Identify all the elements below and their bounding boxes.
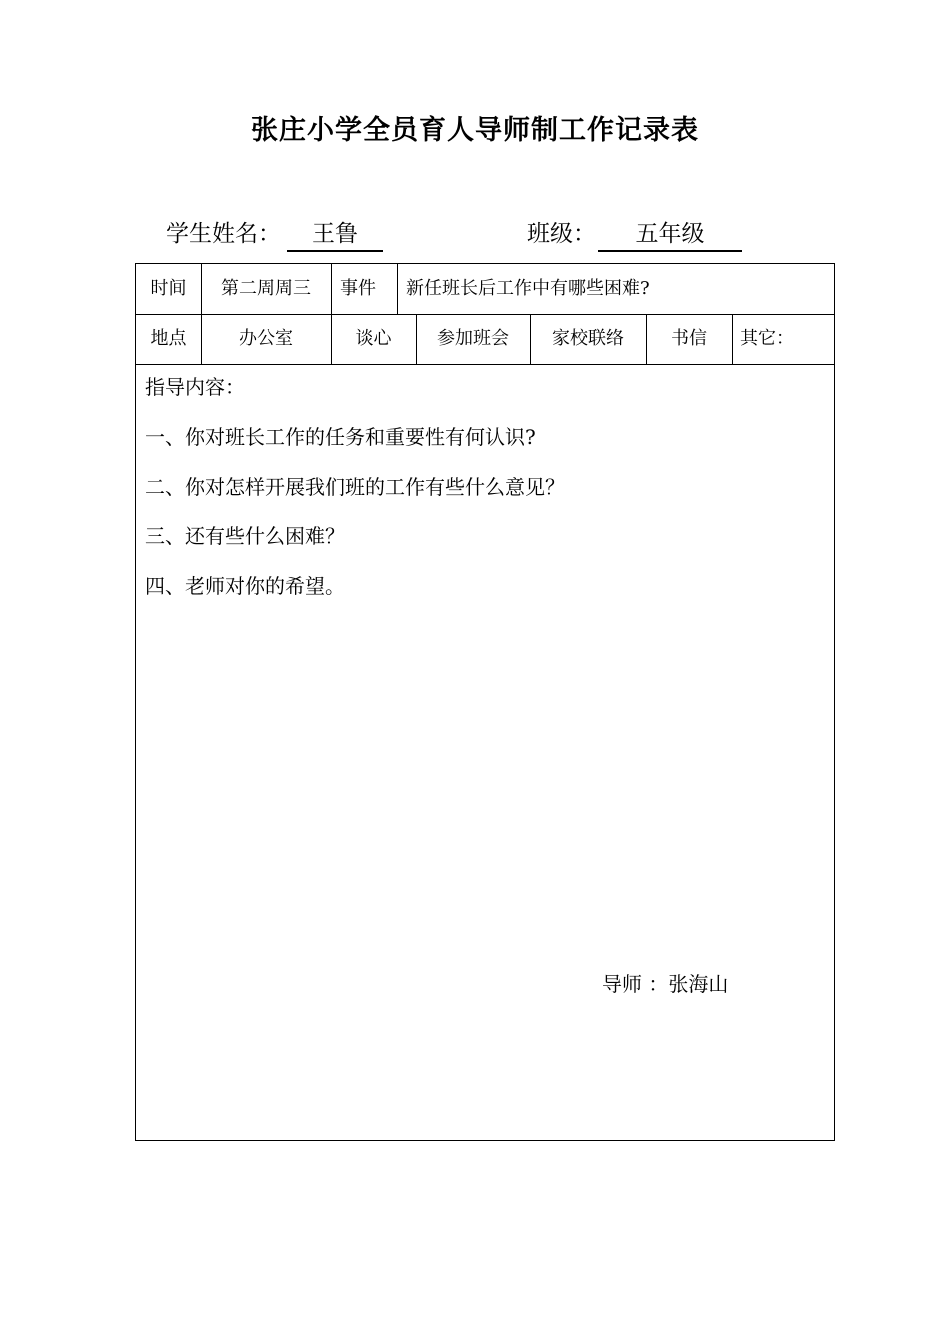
option-letter: 书信	[671, 328, 707, 349]
guidance-item: 四、老师对你的希望。	[145, 574, 345, 598]
class-label: 班级：	[527, 221, 596, 247]
place-value: 办公室	[239, 328, 293, 349]
column-divider	[397, 264, 398, 314]
guidance-item: 一、你对班长工作的任务和重要性有何认识?	[145, 425, 536, 449]
option-talk: 谈心	[355, 328, 392, 349]
event-label: 事件	[340, 278, 376, 299]
place-label: 地点	[150, 328, 187, 349]
event-value: 新任班长后工作中有哪些困难?	[406, 278, 650, 299]
record-table	[135, 263, 835, 1141]
option-other: 其它：	[740, 328, 794, 349]
student-name-label: 学生姓名：	[166, 221, 281, 247]
guidance-item: 二、你对怎样开展我们班的工作有些什么意见？	[145, 475, 565, 499]
student-name-value: 王鲁	[287, 218, 383, 252]
column-divider	[732, 314, 733, 364]
option-home-school-contact: 家校联络	[552, 328, 624, 349]
guidance-heading: 指导内容：	[145, 375, 245, 399]
row-divider	[136, 364, 834, 365]
class-value: 五年级	[598, 218, 742, 252]
time-value: 第二周周三	[221, 278, 311, 299]
page-title: 张庄小学全员育人导师制工作记录表	[251, 115, 699, 146]
mentor-signature: 导师 ：张海山	[602, 972, 729, 996]
time-label: 时间	[150, 278, 187, 299]
option-class-meeting: 参加班会	[437, 328, 509, 349]
guidance-item: 三、还有些什么困难？	[145, 524, 345, 548]
